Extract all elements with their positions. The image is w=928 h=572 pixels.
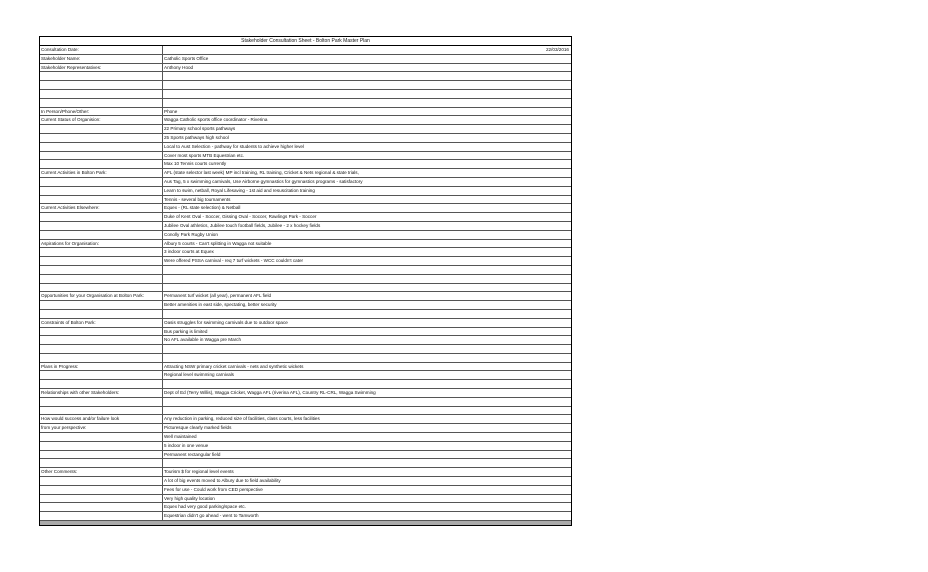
row-value[interactable]: Equex - (RL state selection) & Netball — [164, 205, 241, 211]
row-value[interactable]: Well maintained — [164, 434, 197, 440]
row-label[interactable] — [40, 178, 163, 186]
row-label[interactable]: Opportunities for your Organisation at Bolton Park: — [40, 292, 163, 300]
row-label[interactable] — [40, 451, 163, 459]
row-value[interactable]: Regional level swimming carnivals — [164, 372, 234, 378]
row-value[interactable]: Equex had very good parking/space etc. — [164, 504, 246, 510]
row-label[interactable]: Other Comments: — [40, 468, 163, 476]
row-label[interactable] — [40, 143, 163, 151]
row-label[interactable] — [40, 380, 163, 388]
row-label[interactable] — [40, 301, 163, 309]
sheet-row — [40, 46, 571, 55]
sheet-row — [40, 310, 571, 319]
row-value[interactable]: 22/03/2016 — [546, 47, 569, 52]
row-value[interactable]: 3 indoor courts at Equex — [164, 249, 214, 255]
row-label[interactable] — [40, 99, 163, 107]
sheet-row — [40, 248, 571, 257]
sheet-rows — [40, 46, 571, 521]
row-value[interactable] — [163, 90, 571, 98]
sheet-row — [40, 389, 571, 398]
row-label[interactable] — [40, 248, 163, 256]
row-value[interactable]: Conolly Park Rugby Union — [164, 231, 218, 237]
row-value[interactable]: Attracting NSW primary cricket carnivals - nets and synthetic wickets — [164, 363, 304, 369]
row-value[interactable]: Picturesque clearly marked fields — [164, 425, 232, 431]
sheet-bottom-bar — [40, 521, 571, 525]
sheet-row — [40, 319, 571, 328]
row-value[interactable]: Duke of Kent Oval - Soccer, Gissing Oval - Soccer, Rawlings Park - Soccer — [164, 214, 317, 220]
row-value[interactable]: Phone — [164, 108, 178, 114]
sheet-row — [40, 354, 571, 363]
row-label[interactable]: Current Status of Organision: — [40, 116, 163, 124]
row-label[interactable] — [40, 336, 163, 344]
row-value[interactable]: Max 10 Tennis courts currently — [164, 161, 227, 167]
row-label[interactable] — [40, 160, 163, 168]
row-label[interactable]: How would success and/or failure look — [40, 415, 163, 423]
sheet-row — [40, 495, 571, 504]
sheet-row — [40, 81, 571, 90]
row-label[interactable] — [40, 196, 163, 204]
sheet-row — [40, 301, 571, 310]
row-label[interactable] — [40, 477, 163, 485]
row-label[interactable] — [40, 433, 163, 441]
row-value[interactable] — [163, 81, 571, 89]
sheet-row — [40, 433, 571, 442]
row-label[interactable] — [40, 257, 163, 265]
row-value[interactable] — [163, 284, 571, 292]
sheet-row — [40, 292, 571, 301]
row-value[interactable] — [163, 72, 571, 80]
row-label[interactable] — [40, 371, 163, 379]
row-label[interactable]: Consultation Date: — [40, 46, 163, 54]
sheet-row — [40, 415, 571, 424]
row-label[interactable] — [40, 187, 163, 195]
sheet-row — [40, 363, 571, 372]
sheet-row — [40, 503, 571, 512]
sheet-row — [40, 108, 571, 117]
row-label[interactable]: Current Activities Elsewhere: — [40, 204, 163, 212]
row-label[interactable] — [40, 231, 163, 239]
row-value[interactable] — [163, 310, 571, 318]
row-value[interactable]: Bus parking is limited — [164, 328, 208, 334]
sheet-row — [40, 125, 571, 134]
row-value[interactable] — [163, 266, 571, 274]
row-label[interactable] — [40, 90, 163, 98]
row-label[interactable] — [40, 495, 163, 503]
sheet-row — [40, 477, 571, 486]
row-label[interactable] — [40, 284, 163, 292]
row-label[interactable] — [40, 328, 163, 336]
sheet-row — [40, 178, 571, 187]
row-value[interactable]: Aus Tag, 5 x swimming carnivals, Use Airborne gymnastics for gymnastics programs - satisfactory — [164, 178, 363, 184]
row-value[interactable] — [163, 459, 571, 467]
row-value[interactable]: Cover most sports MTB Equestrian etc. — [164, 152, 245, 158]
row-label[interactable] — [40, 345, 163, 353]
row-label[interactable] — [40, 72, 163, 80]
row-label[interactable]: Relationships with other Stakeholders: — [40, 389, 163, 397]
row-value[interactable]: 22 Primary school sports pathways — [164, 126, 236, 132]
row-label[interactable]: Current Activities in Bolton Park: — [40, 169, 163, 177]
sheet-row — [40, 275, 571, 284]
row-value[interactable]: Any reduction in parking, reduced size of facilities, class courts, less facilities — [164, 416, 320, 422]
row-value[interactable]: AFL (state selector last week) MP incl training, RL training, Cricket & Nets regional & state trials, — [164, 170, 359, 176]
row-value[interactable]: Learn to swim, netball, Royal Lifesaving - 1st aid and resuscitation training — [164, 187, 315, 193]
row-value[interactable]: Wagga Catholic sports office coordinator - Riverina — [164, 117, 268, 123]
row-value[interactable] — [163, 275, 571, 283]
row-label[interactable] — [40, 398, 163, 406]
row-label[interactable] — [40, 152, 163, 160]
row-value[interactable]: Catholic Sports Office — [164, 55, 209, 61]
row-value[interactable]: Local to Aust Selection - pathway for students to achieve higher level — [164, 143, 304, 149]
consultation-sheet — [39, 36, 572, 526]
sheet-row — [40, 204, 571, 213]
row-value[interactable]: 5 indoor in one venue — [164, 442, 209, 448]
sheet-row — [40, 266, 571, 275]
row-value[interactable]: A lot of big events moved to Albury due to field availability — [164, 478, 281, 484]
row-value[interactable]: Were offered PSSA carnival - req 7 turf wickets - WCC couldn't cater — [164, 258, 304, 264]
row-value[interactable] — [163, 99, 571, 107]
sheet-row — [40, 284, 571, 293]
sheet-row — [40, 152, 571, 161]
sheet-title: Stakeholder Consultation Sheet - Bolton Park Master Plan — [40, 37, 571, 46]
sheet-row — [40, 116, 571, 125]
row-label[interactable] — [40, 213, 163, 221]
sheet-row — [40, 371, 571, 380]
row-value[interactable]: Oasis struggles for swimming carnivals due to outdoor space — [164, 319, 288, 325]
row-value[interactable]: Anthony Hood — [164, 64, 194, 70]
sheet-row — [40, 451, 571, 460]
row-label[interactable] — [40, 503, 163, 511]
sheet-row — [40, 257, 571, 266]
row-value[interactable] — [163, 345, 571, 353]
row-value[interactable]: Permanent rectangular field — [164, 451, 221, 457]
row-label[interactable] — [40, 81, 163, 89]
sheet-row — [40, 187, 571, 196]
row-label[interactable]: from your perspective: — [40, 424, 163, 432]
row-label[interactable] — [40, 134, 163, 142]
row-value[interactable]: Fees for use - Could work from CED perspective — [164, 486, 263, 492]
sheet-row — [40, 72, 571, 81]
row-label[interactable]: In Person/Phone/Other: — [40, 108, 163, 116]
row-label[interactable] — [40, 486, 163, 494]
row-label[interactable] — [40, 459, 163, 467]
row-label[interactable]: Constraints of Bolton Park: — [40, 319, 163, 327]
row-label[interactable] — [40, 407, 163, 415]
sheet-row — [40, 160, 571, 169]
sheet-row — [40, 169, 571, 178]
sheet-row — [40, 134, 571, 143]
sheet-row — [40, 336, 571, 345]
row-value[interactable]: Equestrian didn't go ahead - went to Tamworth — [164, 513, 259, 519]
row-label[interactable]: Stakeholder Representatives: — [40, 64, 163, 72]
sheet-row — [40, 345, 571, 354]
sheet-row — [40, 424, 571, 433]
sheet-row — [40, 468, 571, 477]
sheet-row — [40, 64, 571, 73]
row-label[interactable] — [40, 222, 163, 230]
sheet-row — [40, 512, 571, 521]
row-value[interactable]: Dept of Ed (Terry Willis), Wagga Cricket, Wagga AFL (riverina AFL), Country RL-CRL, Wagga Swimming — [164, 390, 376, 396]
row-value[interactable]: Albury 5 courts - Can't splitting in Wagga not suitable — [164, 240, 272, 246]
row-value[interactable]: Permanent turf wicket (all year), permanent AFL field — [164, 293, 272, 299]
sheet-row — [40, 143, 571, 152]
row-value[interactable]: Tourism $ for regional level events — [164, 469, 234, 475]
sheet-row — [40, 90, 571, 99]
row-value[interactable] — [163, 407, 571, 415]
row-value[interactable]: Very high quality location — [164, 495, 215, 501]
sheet-row — [40, 240, 571, 249]
sheet-row — [40, 328, 571, 337]
row-value[interactable] — [163, 380, 571, 388]
sheet-row — [40, 222, 571, 231]
sheet-row — [40, 380, 571, 389]
row-value[interactable]: 25 Sports pathways high school — [164, 134, 229, 140]
sheet-row — [40, 196, 571, 205]
row-value[interactable]: Better amenities in east side, spectating, better security — [164, 302, 277, 308]
row-label[interactable] — [40, 310, 163, 318]
row-label[interactable] — [40, 125, 163, 133]
sheet-row — [40, 407, 571, 416]
sheet-row — [40, 99, 571, 108]
row-label[interactable] — [40, 266, 163, 274]
sheet-row — [40, 55, 571, 64]
sheet-row — [40, 231, 571, 240]
sheet-row — [40, 442, 571, 451]
row-label[interactable] — [40, 442, 163, 450]
row-label[interactable]: Stakeholder Name: — [40, 55, 163, 63]
row-value[interactable]: Tennis - several big tournaments — [164, 196, 231, 202]
row-label[interactable] — [40, 354, 163, 362]
sheet-row — [40, 398, 571, 407]
row-label[interactable]: Plans in Progress: — [40, 363, 163, 371]
row-label[interactable]: Aspirations for Organisation: — [40, 240, 163, 248]
sheet-row — [40, 459, 571, 468]
row-value[interactable]: No AFL available in Wagga pre March — [164, 337, 242, 343]
row-value[interactable]: Jubilee Oval athletics, Jubilee touch football fields, Jubilee - 2 x hockey fields — [164, 222, 321, 228]
sheet-row — [40, 486, 571, 495]
row-value[interactable] — [163, 398, 571, 406]
row-label[interactable] — [40, 275, 163, 283]
row-value[interactable] — [163, 354, 571, 362]
sheet-row — [40, 213, 571, 222]
row-label[interactable] — [40, 512, 163, 520]
